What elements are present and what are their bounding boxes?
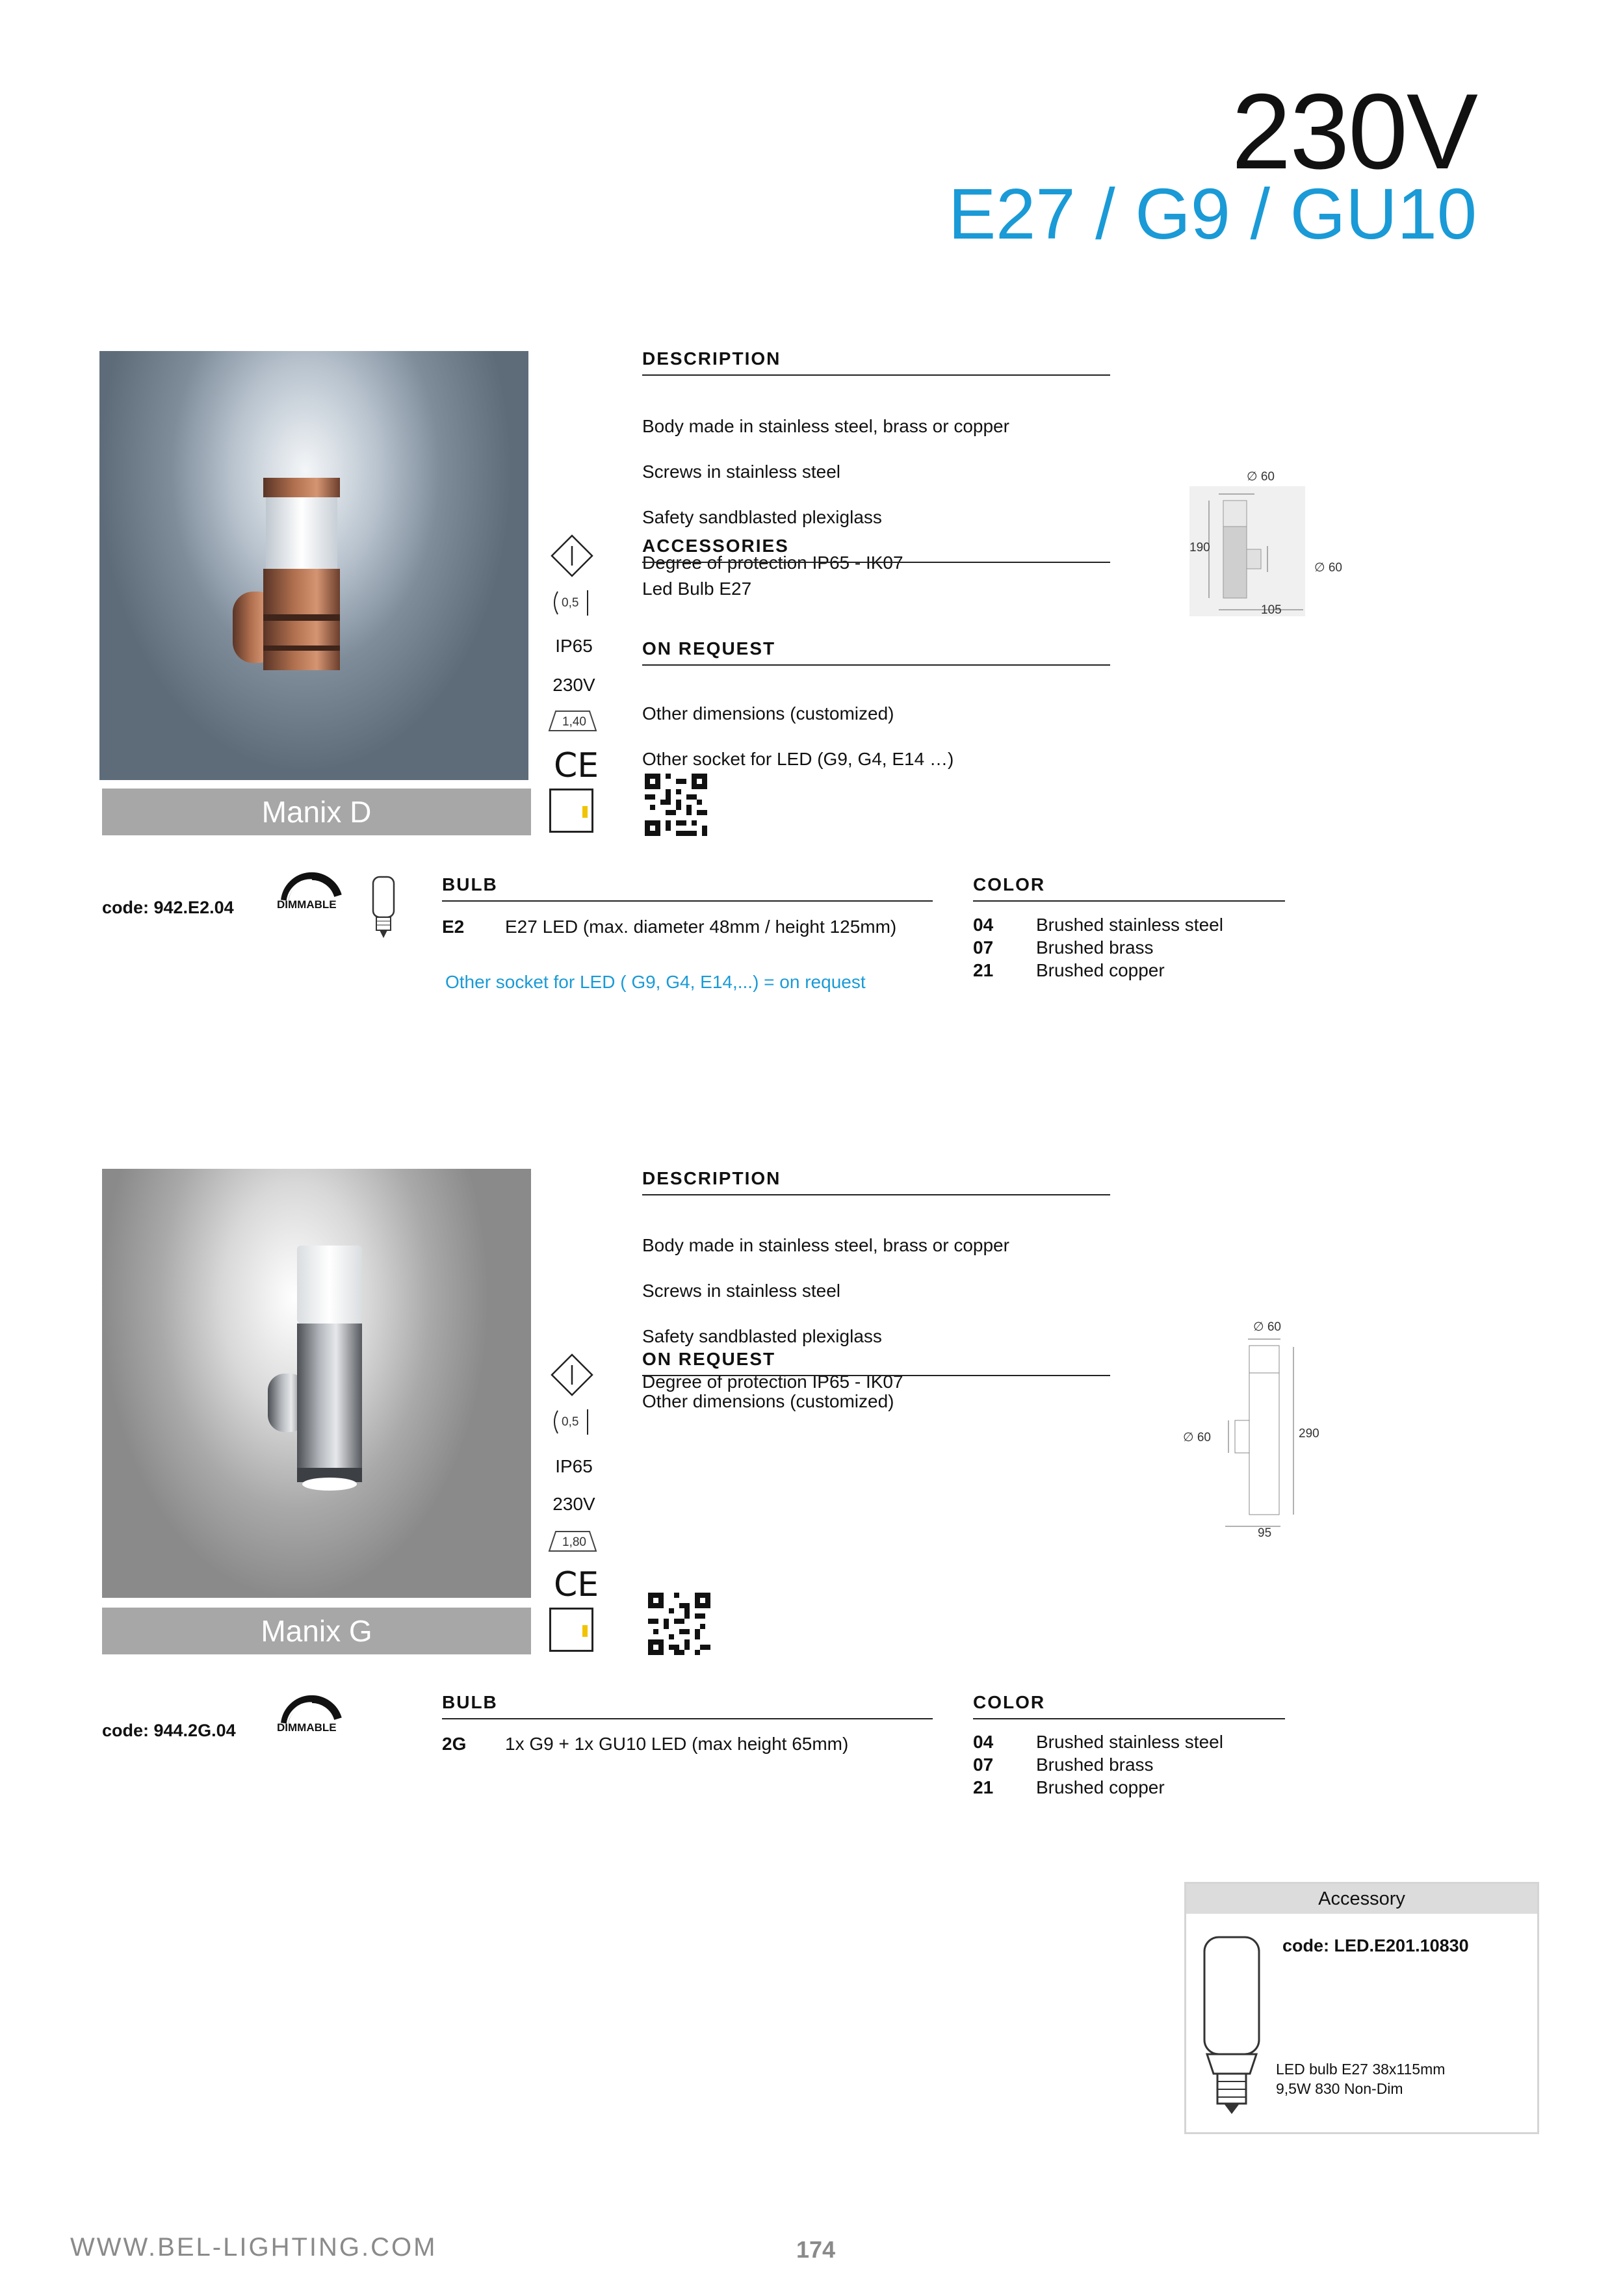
voltage-label: 230V <box>552 1494 595 1514</box>
list-item: 04 Brushed stainless steel <box>973 1732 1223 1752</box>
class-value: 0,5 <box>562 596 579 610</box>
beam-angle-icon <box>551 588 590 618</box>
product-name-bar: Manix D <box>102 789 531 835</box>
color-list <box>973 913 1223 982</box>
led-bulb-icon <box>1199 1936 1264 2118</box>
description-title: DESCRIPTION <box>642 348 1110 376</box>
bulb-title: BULB <box>442 1692 933 1719</box>
product-name-bar: Manix G <box>102 1608 531 1654</box>
dim-top: ∅ 60 <box>1253 1320 1281 1334</box>
product-code: code: 944.2G.04 <box>102 1721 236 1740</box>
weight-value: 1,40 <box>562 715 586 729</box>
dimension-drawing <box>1189 468 1358 624</box>
list-item: 21 Brushed copper <box>973 960 1165 980</box>
bulb-title: BULB <box>442 874 933 902</box>
list-item: 21 Brushed copper <box>973 1777 1165 1797</box>
dim-height: 190 <box>1189 541 1210 554</box>
weight-icon <box>548 1529 597 1552</box>
accessory-title: Accessory <box>1186 1884 1537 1914</box>
weight-value: 1,80 <box>562 1535 586 1549</box>
ce-mark-icon: CE <box>554 1565 599 1604</box>
description-title: DESCRIPTION <box>642 1168 1110 1195</box>
dimension-drawing <box>1176 1320 1339 1541</box>
lamp-illustration <box>99 351 528 780</box>
product-photo-manix-g <box>102 1169 531 1598</box>
icon-column <box>549 533 595 582</box>
dimmable-label: DIMMABLE <box>277 1721 337 1734</box>
list-item: 04 Brushed stainless steel <box>973 915 1223 935</box>
accessories-title: ACCESSORIES <box>642 536 1110 563</box>
icon-column <box>549 1352 595 1401</box>
qr-code-icon <box>648 1593 710 1655</box>
ce-mark-icon: CE <box>554 746 599 785</box>
accessory-box <box>1184 1882 1539 2134</box>
on-request-text: Other dimensions (customized) <box>642 1391 894 1411</box>
dim-height: 290 <box>1299 1427 1319 1441</box>
list-item: 07 Brushed brass <box>973 1755 1154 1775</box>
bulb-row: E2 E27 LED (max. diameter 48mm / height 125mm) <box>442 917 897 937</box>
list-item: 07 Brushed brass <box>973 937 1154 958</box>
beam-angle-icon <box>551 1407 590 1437</box>
class-diamond-icon <box>549 533 595 579</box>
bulb-row: 2G 1x G9 + 1x GU10 LED (max height 65mm) <box>442 1734 849 1754</box>
header-voltage: 230V <box>1231 72 1477 191</box>
dimmable-label: DIMMABLE <box>277 898 337 911</box>
accessories-text: Led Bulb E27 <box>642 579 752 599</box>
bulb-note: Other socket for LED ( G9, G4, E14,...) = on request <box>445 972 866 992</box>
weight-icon <box>548 709 597 732</box>
on-request-text: Other dimensions (customized) Other socket for LED (G9, G4, E14 …) <box>642 703 954 769</box>
lamp-illustration <box>102 1169 531 1598</box>
dim-side: ∅ 60 <box>1183 1431 1211 1444</box>
dim-side: ∅ 60 <box>1314 561 1342 575</box>
color-title: COLOR <box>973 1692 1285 1719</box>
voltage-label: 230V <box>552 675 595 695</box>
dimmable-icon <box>273 865 348 917</box>
product-photo-manix-d <box>99 351 528 780</box>
color-title: COLOR <box>973 874 1285 902</box>
accessory-code: code: LED.E201.10830 <box>1282 1936 1469 1955</box>
color-list <box>973 1730 1223 1799</box>
ip-rating: IP65 <box>555 1456 593 1476</box>
description-text: Body made in stainless steel, brass or copper Screws in stainless steel Safety sandblasted plexiglass Degree of protection IP65 - IK07 <box>642 416 1009 573</box>
dim-depth: 95 <box>1258 1526 1272 1540</box>
dim-top: ∅ 60 <box>1247 470 1275 484</box>
dimmable-icon <box>273 1688 348 1740</box>
header-sockets: E27 / G9 / GU10 <box>948 174 1477 254</box>
qr-code-icon <box>645 774 707 836</box>
led-energy-icon <box>549 789 593 833</box>
class-diamond-icon <box>549 1352 595 1398</box>
led-energy-icon <box>549 1608 593 1652</box>
description-text: Body made in stainless steel, brass or copper Screws in stainless steel Safety sandblasted plexiglass Degree of protection IP65 - IK07 <box>642 1235 1009 1392</box>
dim-depth: 105 <box>1261 603 1282 617</box>
class-value: 0,5 <box>562 1415 579 1429</box>
on-request-title: ON REQUEST <box>642 638 1110 666</box>
page-number: 174 <box>796 2236 836 2263</box>
accessory-description: LED bulb E27 38x115mm 9,5W 830 Non-Dim <box>1276 2061 1446 2097</box>
on-request-title: ON REQUEST <box>642 1349 1110 1376</box>
footer-url[interactable]: WWW.BEL-LIGHTING.COM <box>70 2233 437 2262</box>
product-code: code: 942.E2.04 <box>102 898 234 917</box>
bulb-icon <box>370 876 396 941</box>
ip-rating: IP65 <box>555 636 593 656</box>
